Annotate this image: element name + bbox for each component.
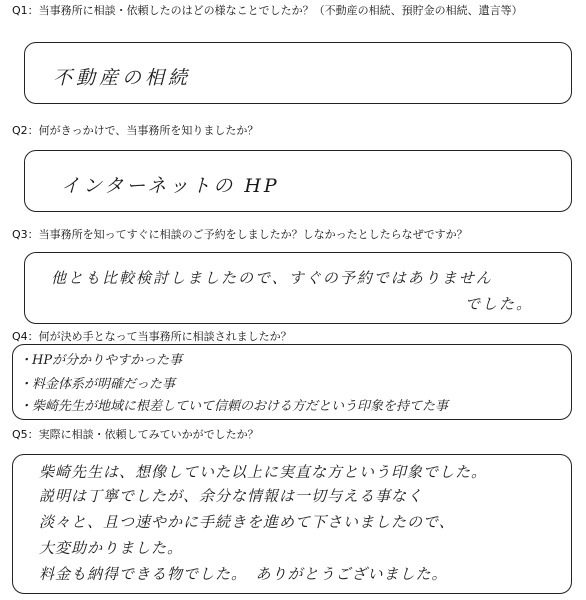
question-4: Q4：何が決め手となって当事務所に相談されましたか？ bbox=[12, 330, 292, 343]
answer-3-line-2: でした。 bbox=[465, 295, 534, 313]
answer-box-3 bbox=[24, 252, 572, 324]
answer-box-1 bbox=[24, 42, 572, 104]
answer-4-line-1: ・HPが分かりやすかった事 bbox=[19, 353, 183, 368]
answer-box-5 bbox=[12, 454, 572, 594]
answer-box-4 bbox=[12, 344, 572, 420]
answer-1-text: 不動産の相続 bbox=[53, 67, 192, 89]
question-2: Q2：何がきっかけで、当事務所を知りましたか？ bbox=[12, 124, 259, 137]
answer-5-line-1: 柴崎先生は、想像していた以上に実直な方という印象でした。 bbox=[39, 463, 488, 481]
answer-box-2 bbox=[24, 150, 572, 212]
answer-4-line-3: ・柴崎先生が地域に根差していて信頼のおける方だという印象を持てた事 bbox=[19, 399, 449, 414]
question-1: Q1：当事務所に相談・依頼したのはどの様なことでしたか？（不動産の相続、預貯金の相続、遺言等） bbox=[12, 4, 523, 17]
answer-3-line-1: 他とも比較検討しましたので、すぐの予約ではありません bbox=[51, 269, 493, 287]
answer-2-text: インターネットの HP bbox=[61, 175, 280, 197]
answer-5-line-4: 大変助かりました。 bbox=[39, 539, 184, 557]
answer-5-line-5: 料金も納得できる物でした。 ありがとうございました。 bbox=[39, 565, 448, 583]
question-3: Q3：当事務所を知ってすぐに相談のご予約をしましたか？しなかったとしたらなぜですか？ bbox=[12, 228, 468, 241]
question-5: Q5：実際に相談・依頼してみていかがでしたか？ bbox=[12, 428, 259, 441]
answer-4-line-2: ・料金体系が明確だった事 bbox=[19, 377, 176, 392]
answer-5-line-3: 淡々と、且つ速やかに手続きを進めて下さいましたので、 bbox=[39, 513, 455, 531]
answer-5-line-2: 説明は丁寧でしたが、余分な情報は一切与える事なく bbox=[39, 487, 424, 505]
